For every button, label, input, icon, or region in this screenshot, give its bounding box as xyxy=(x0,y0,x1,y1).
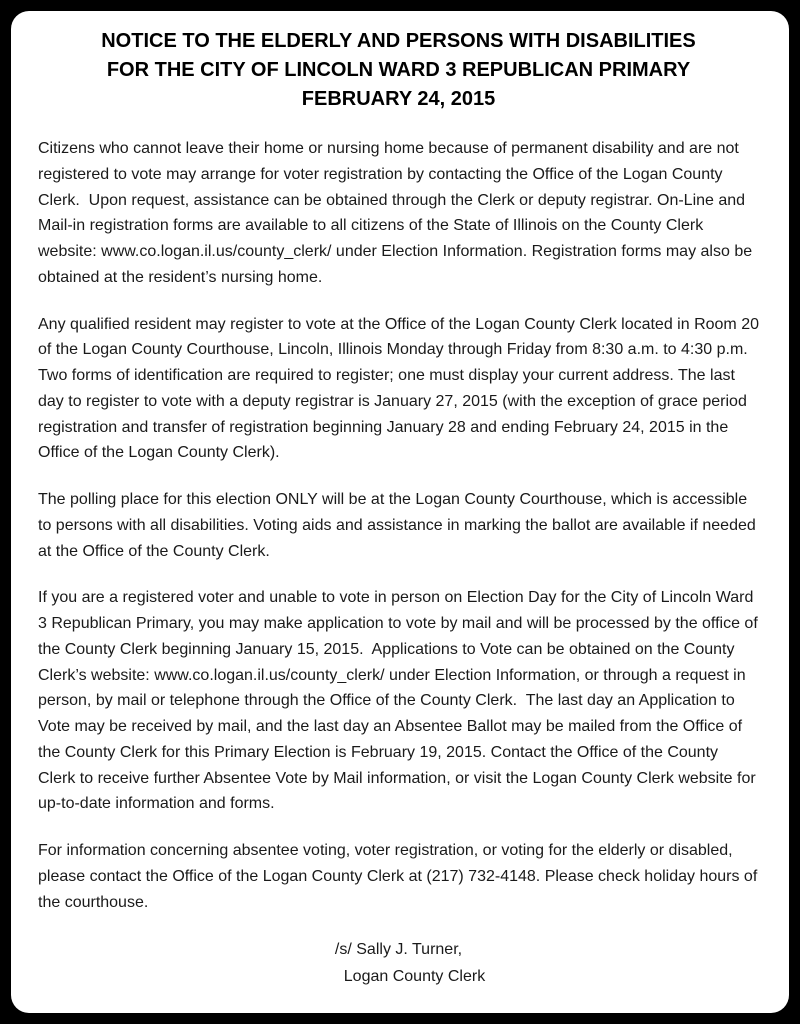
heading-line-2: FOR THE CITY OF LINCOLN WARD 3 REPUBLICAN PRIMARY xyxy=(106,59,691,81)
signature-block xyxy=(38,936,759,990)
signature-title: Logan County Clerk xyxy=(343,968,486,986)
heading-line-1: NOTICE TO THE ELDERLY AND PERSONS WITH DISABILITIES xyxy=(101,30,696,52)
heading-line-3: FEBRUARY 24, 2015 xyxy=(301,88,496,110)
paragraph-voter-registration: Citizens who cannot leave their home or nursing home because of permanent disability and are not registered to vote may arrange for voter registration by contacting the Office of the Logan County Clerk. Upon request, assistance can be obtained through the Clerk or deputy registrar. On-Line and Mail-in registration forms are available to all citizens of the State of Illinois on the County Clerk website: www.co.logan.il.us/county_clerk/ under Election Information. Registration forms may also be obtained at the resident’s nursing home. xyxy=(38,140,757,286)
paragraph-vote-by-mail: If you are a registered voter and unable to vote in person on Election Day for the City of Lincoln Ward 3 Republican Primary, you may make application to vote by mail and will be processed by the office of the County Clerk beginning January 15, 2015. Applications to Vote can be obtained on the County Clerk’s website: www.co.logan.il.us/county_clerk/ under Election Information, or through a request in person, by mail or telephone through the Office of the County Clerk. The last day an Application to Vote may be received by mail, and the last day an Absentee Ballot may be mailed from the Office of the County Clerk for this Primary Election is February 19, 2015. Contact the Office of the County Clerk to receive further Absentee Vote by Mail information, or visit the Logan County Clerk website for up-to-date information and forms. xyxy=(38,589,763,813)
notice-body xyxy=(38,136,764,915)
paragraph-register-in-person: Any qualified resident may register to vote at the Office of the Logan County Clerk located in Room 20 of the Logan County Courthouse, Lincoln, Illinois Monday through Friday from 8:30 a.m. to 4:30 p.m. Two forms of identification are required to register; one must display your current address. The last day to register to vote with a deputy registrar is January 27, 2015 (with the exception of grace period registration and transfer of registration beginning January 28 and ending February 24, 2015 in the Office of the Logan County Clerk). xyxy=(38,315,764,462)
signature-name: /s/ Sally J. Turner, xyxy=(334,941,463,959)
paragraph-contact-info: For information concerning absentee voting, voter registration, or voting for the elderly or disabled, please contact the Office of the Logan County Clerk at (217) 732-4148. Please check holiday hours of the courthouse. xyxy=(38,842,762,911)
notice-document xyxy=(11,11,789,1013)
notice-heading xyxy=(38,27,759,114)
paragraph-polling-place: The polling place for this election ONLY will be at the Logan County Courthouse, which is accessible to persons with all disabilities. Voting aids and assistance in marking the ballot are available if needed at the Office of the County Clerk. xyxy=(38,491,761,560)
